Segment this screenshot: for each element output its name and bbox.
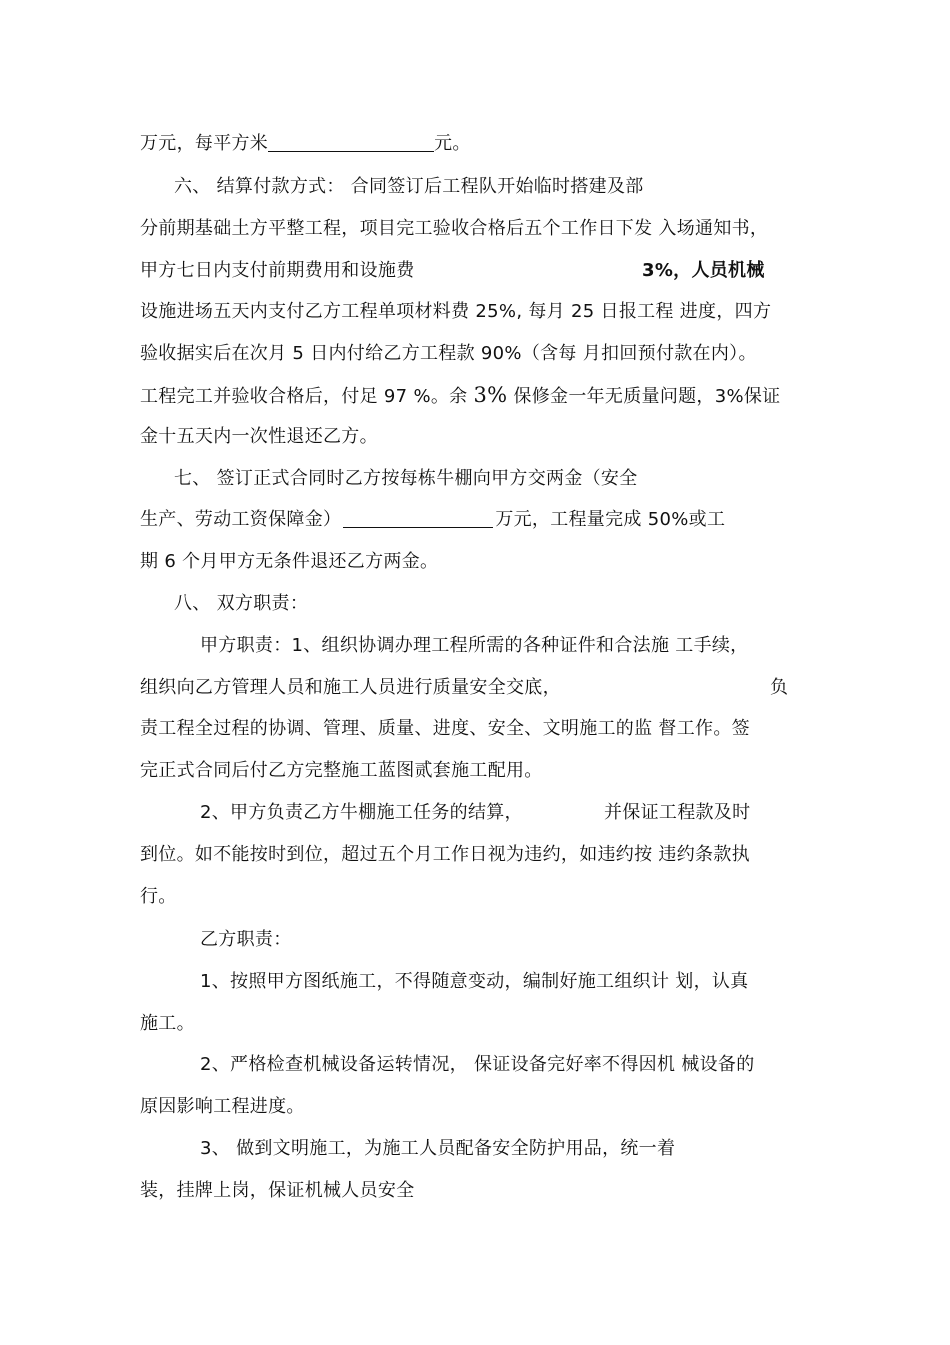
text-segment: 万元，工程量完成 50%或工	[495, 509, 726, 530]
text-segment: 元。	[434, 133, 471, 154]
text-line	[140, 259, 765, 283]
text-line: 甲方职责：1、组织协调办理工程所需的各种证件和合法施 工手续，	[200, 635, 749, 656]
text-segment: 工程完工并验收合格后，付足 97 %。余	[140, 386, 474, 407]
text-line	[140, 676, 789, 700]
text-segment: 生产、劳动工资保障金）	[140, 509, 342, 530]
subheading: 乙方职责：	[200, 929, 292, 950]
text-line: 分前期基础土方平整工程，项目完工验收合格后五个工作日下发 入场通知书，	[140, 218, 769, 239]
fill-blank	[268, 133, 434, 152]
text-line: 2、严格检查机械设备运转情况， 保证设备完好率不得因机 械设备的	[200, 1054, 755, 1075]
text-line: 期 6 个月甲方无条件退还乙方两金。	[140, 551, 439, 572]
text-segment: 3%，人员机械	[642, 260, 765, 281]
text-segment: 2、甲方负责乙方牛棚施工任务的结算，	[200, 802, 523, 823]
text-line: 装，挂牌上岗，保证机械人员安全	[140, 1180, 415, 1201]
text-line: 1、按照甲方图纸施工，不得随意变动，编制好施工组织计 划，认真	[200, 971, 749, 992]
text-line: 3、 做到文明施工，为施工人员配备安全防护用品，统一着	[200, 1138, 676, 1159]
text-segment: 并保证工程款及时	[604, 802, 751, 823]
text-line: 金十五天内一次性退还乙方。	[140, 426, 378, 447]
text-line: 施工。	[140, 1013, 195, 1034]
text-segment: 万元，每平方米	[140, 133, 269, 154]
section-heading-6: 六、 结算付款方式： 合同签订后工程队开始临时搭建及部	[174, 176, 644, 197]
text-segment: 甲方七日内支付前期费用和设施费	[140, 260, 415, 281]
text-line	[140, 132, 471, 156]
text-line: 到位。如不能按时到位，超过五个月工作日视为违约，如违约按 违约条款执	[140, 844, 750, 865]
text-line: 验收据实后在次月 5 日内付给乙方工程款 90%（含每 月扣回预付款在内）。	[140, 343, 757, 364]
text-line	[140, 383, 780, 409]
text-segment: 组织向乙方管理人员和施工人员进行质量安全交底，	[140, 677, 561, 698]
text-line: 责工程全过程的协调、管理、质量、进度、安全、文明施工的监 督工作。签	[140, 718, 750, 739]
text-line: 原因影响工程进度。	[140, 1096, 305, 1117]
text-segment: 负	[770, 677, 789, 698]
section-heading-8: 八、 双方职责：	[174, 593, 309, 614]
text-line: 设施进场五天内支付乙方工程单项材料费 25%, 每月 25 日报工程 进度，四方	[140, 301, 772, 322]
section-heading-7: 七、 签订正式合同时乙方按每栋牛棚向甲方交两金（安全	[174, 468, 638, 489]
text-line: 行。	[140, 886, 177, 907]
text-line: 完正式合同后付乙方完整施工蓝图贰套施工配用。	[140, 760, 543, 781]
text-segment: 3%	[473, 383, 508, 407]
text-line	[140, 508, 725, 532]
text-segment: 保修金一年无质量问题，3%保证	[507, 386, 781, 407]
fill-blank	[343, 509, 493, 528]
text-line	[200, 801, 751, 825]
